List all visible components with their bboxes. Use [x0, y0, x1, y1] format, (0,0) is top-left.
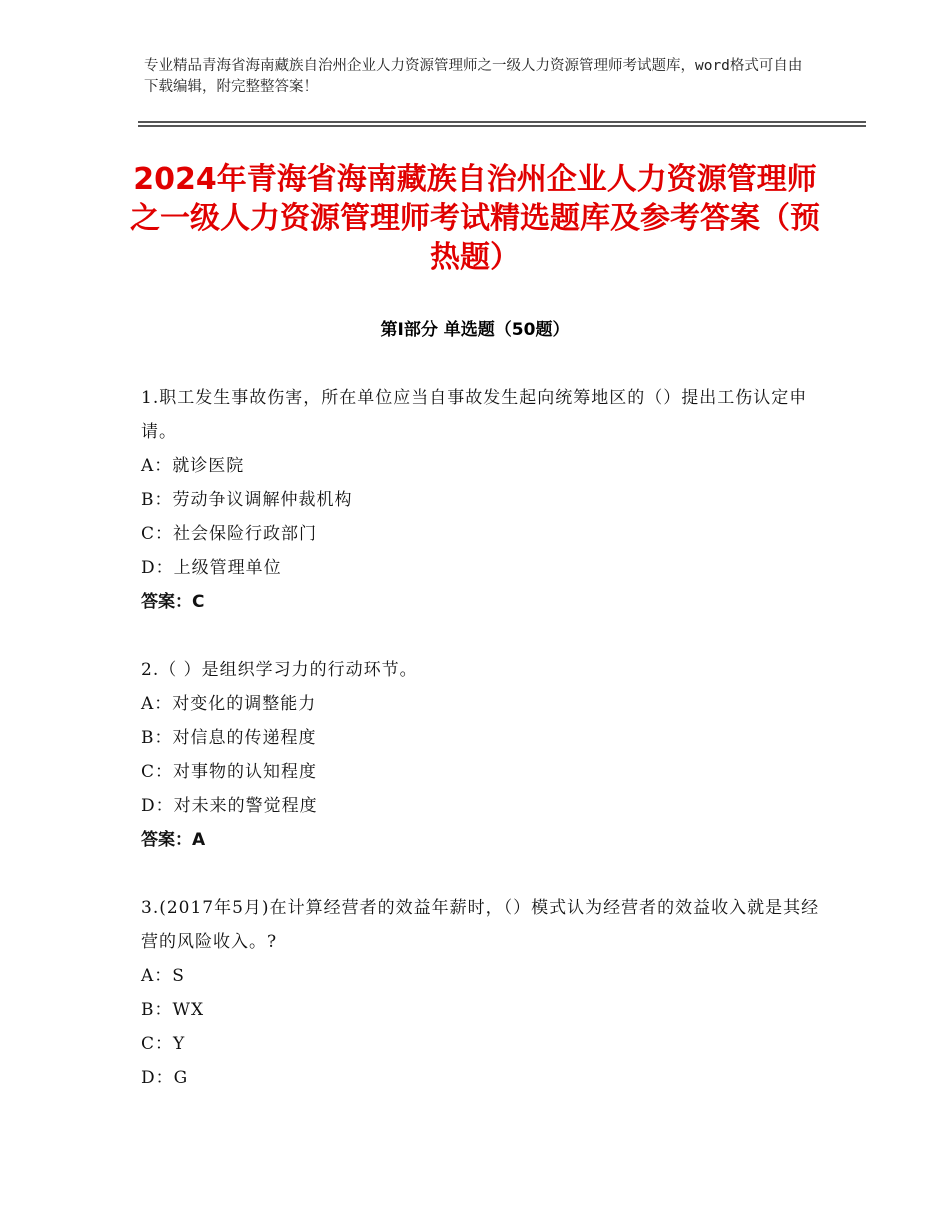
option-d: D：G — [141, 1068, 189, 1088]
answer-line: 答案：C — [141, 592, 205, 612]
question-1 — [141, 381, 821, 619]
question-stem: 2.（ ）是组织学习力的行动环节。 — [141, 660, 418, 680]
answer-line: 答案：A — [141, 830, 206, 850]
document-title: 2024年青海省海南藏族自治州企业人力资源管理师之一级人力资源管理师考试精选题库及参考答案（预热题） — [130, 162, 820, 275]
header-divider-top — [138, 121, 866, 123]
header-note: 专业精品青海省海南藏族自治州企业人力资源管理师之一级人力资源管理师考试题库，word格式可自由下载编辑，附完整整答案！ — [144, 58, 803, 95]
option-b: B：劳动争议调解仲裁机构 — [141, 490, 353, 510]
question-2 — [141, 653, 821, 857]
option-a: A：对变化的调整能力 — [141, 694, 317, 714]
option-c: C：Y — [141, 1034, 186, 1054]
option-d: D：对未来的警觉程度 — [141, 796, 318, 816]
option-b: B：对信息的传递程度 — [141, 728, 317, 748]
option-a: A：就诊医院 — [141, 456, 245, 476]
question-stem: 1.职工发生事故伤害，所在单位应当自事故发生起向统筹地区的（）提出工伤认定申请。 — [141, 388, 808, 442]
header-divider-bottom — [138, 125, 866, 127]
option-b: B：WX — [141, 1000, 205, 1020]
option-c: C：社会保险行政部门 — [141, 524, 318, 544]
section-heading: 第Ⅰ部分 单选题（50题） — [380, 320, 570, 340]
question-3 — [141, 891, 821, 1095]
option-d: D：上级管理单位 — [141, 558, 282, 578]
option-c: C：对事物的认知程度 — [141, 762, 318, 782]
question-stem: 3.(2017年5月)在计算经营者的效益年薪时，（）模式认为经营者的效益收入就是其经营的风险收入。? — [141, 898, 820, 952]
option-a: A：S — [141, 966, 185, 986]
question-list — [141, 381, 821, 1129]
